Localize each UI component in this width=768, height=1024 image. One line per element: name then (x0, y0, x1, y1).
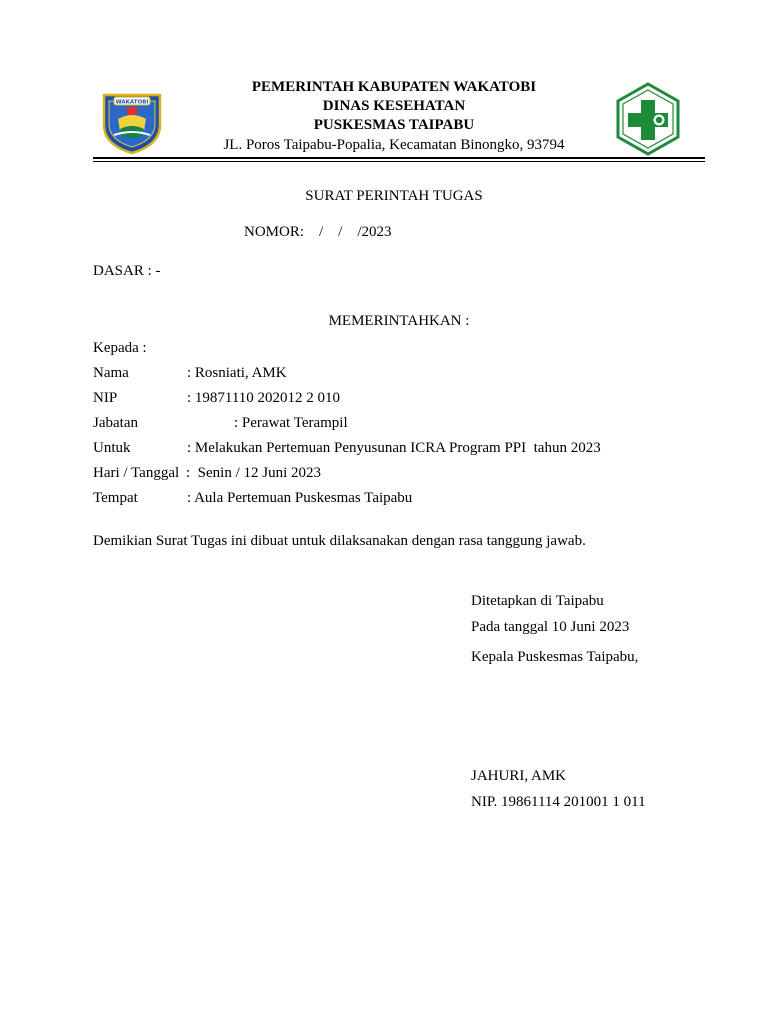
signature-place: Ditetapkan di Taipabu (471, 593, 604, 609)
letter-title: SURAT PERINTAH TUGAS (305, 188, 483, 204)
field-value-position: : Perawat Terampil (234, 415, 348, 431)
signatory-name: JAHURI, AMK (471, 768, 567, 784)
field-label-date: Hari / Tanggal (93, 465, 180, 481)
field-value-place: : Aula Pertemuan Puskesmas Taipabu (187, 490, 413, 506)
letter-number: NOMOR: / / /2023 (244, 224, 392, 240)
signature-date: Pada tanggal 10 Juni 2023 (471, 619, 630, 635)
field-value-name: : Rosniati, AMK (187, 365, 287, 381)
field-value-nip: : 19871110 202012 2 010 (187, 390, 341, 406)
header-government: PEMERINTAH KABUPATEN WAKATOBI (251, 79, 537, 95)
puskesmas-logo-icon (612, 82, 684, 156)
header-puskesmas: PUSKESMAS TAIPABU (313, 117, 475, 133)
field-label-nip: NIP (93, 390, 118, 406)
signature-position: Kepala Puskesmas Taipabu, (471, 649, 639, 665)
letter-recipient-intro: Kepada : (93, 340, 147, 356)
header-rule-thin (93, 161, 705, 162)
field-label-place: Tempat (93, 490, 138, 506)
letter-basis: DASAR : - (93, 263, 161, 279)
signatory-nip: NIP. 19861114 201001 1 011 (471, 794, 646, 810)
field-value-date: : Senin / 12 Juni 2023 (186, 465, 322, 481)
field-label-name: Nama (93, 365, 129, 381)
field-value-purpose: : Melakukan Pertemuan Penyusunan ICRA Program PPI tahun 2023 (187, 440, 601, 456)
field-label-purpose: Untuk (93, 440, 131, 456)
header-department: DINAS KESEHATAN (322, 98, 466, 114)
header-address: JL. Poros Taipabu-Popalia, Kecamatan Binongko, 93794 (223, 137, 565, 153)
letter-command: MEMERINTAHKAN : (328, 313, 470, 329)
emblem-ribbon-text: WAKATOBI (115, 99, 149, 106)
header-rule-thick (93, 157, 705, 159)
field-label-position: Jabatan (93, 415, 138, 431)
closing-statement: Demikian Surat Tugas ini dibuat untuk dilaksanakan dengan rasa tanggung jawab. (93, 533, 586, 549)
